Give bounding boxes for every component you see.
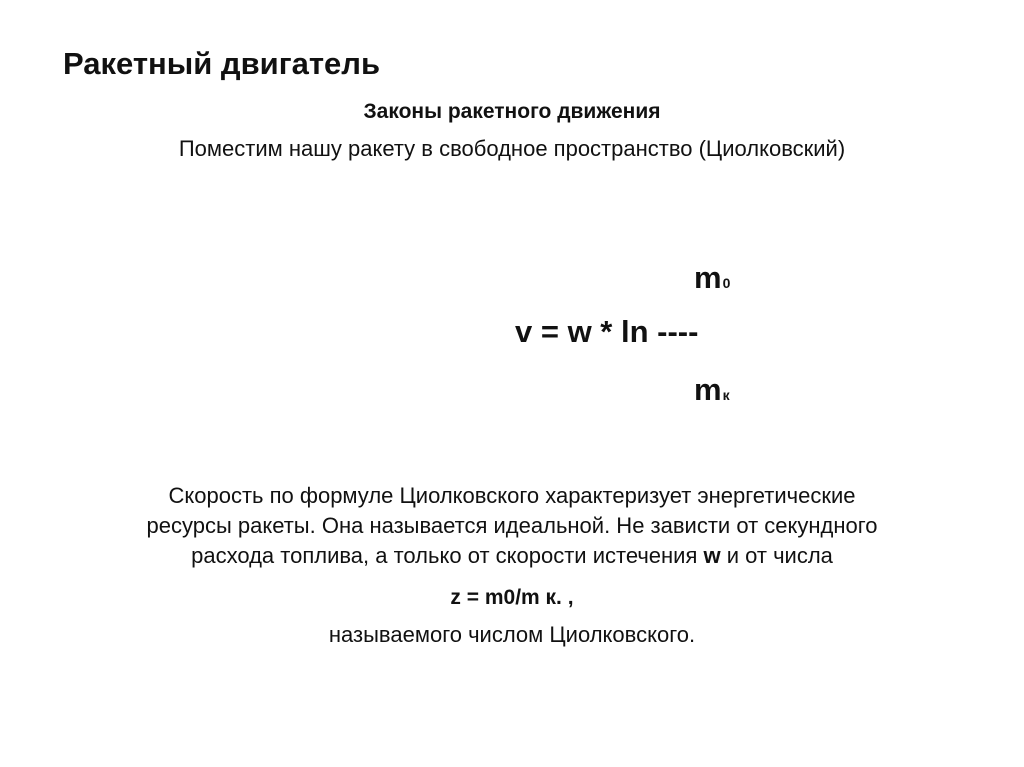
exhaust-velocity-symbol: w bbox=[703, 543, 721, 568]
denominator-symbol: m bbox=[694, 372, 722, 407]
body-line-1: Скорость по формуле Циолковского характеризует энергетические bbox=[168, 483, 856, 508]
slide-title: Ракетный двигатель bbox=[63, 46, 381, 81]
numerator-subscript: 0 bbox=[722, 275, 731, 291]
formula-numerator bbox=[694, 258, 730, 303]
body-line-3 bbox=[0, 541, 1024, 571]
closing-text: называемого числом Циолковского. bbox=[328, 622, 696, 647]
formula-denominator bbox=[694, 370, 730, 415]
numerator-symbol: m bbox=[694, 260, 722, 295]
z-formula: z = m0/m к. , bbox=[450, 586, 574, 609]
denominator-subscript: к bbox=[722, 387, 730, 403]
body-paragraph bbox=[0, 481, 1024, 571]
body-line-2: ресурсы ракеты. Она называется идеальной. Не зависти от секундного bbox=[146, 513, 878, 538]
slide-subtitle: Законы ракетного движения bbox=[363, 100, 661, 123]
body-line-3-end: и от числа bbox=[720, 543, 833, 568]
intro-text: Поместим нашу ракету в свободное пространство (Циолковский) bbox=[178, 136, 846, 161]
body-line-3-start: расхода топлива, а только от скорости истечения bbox=[191, 543, 704, 568]
formula-main-line: v = w * ln ---- bbox=[515, 314, 699, 349]
